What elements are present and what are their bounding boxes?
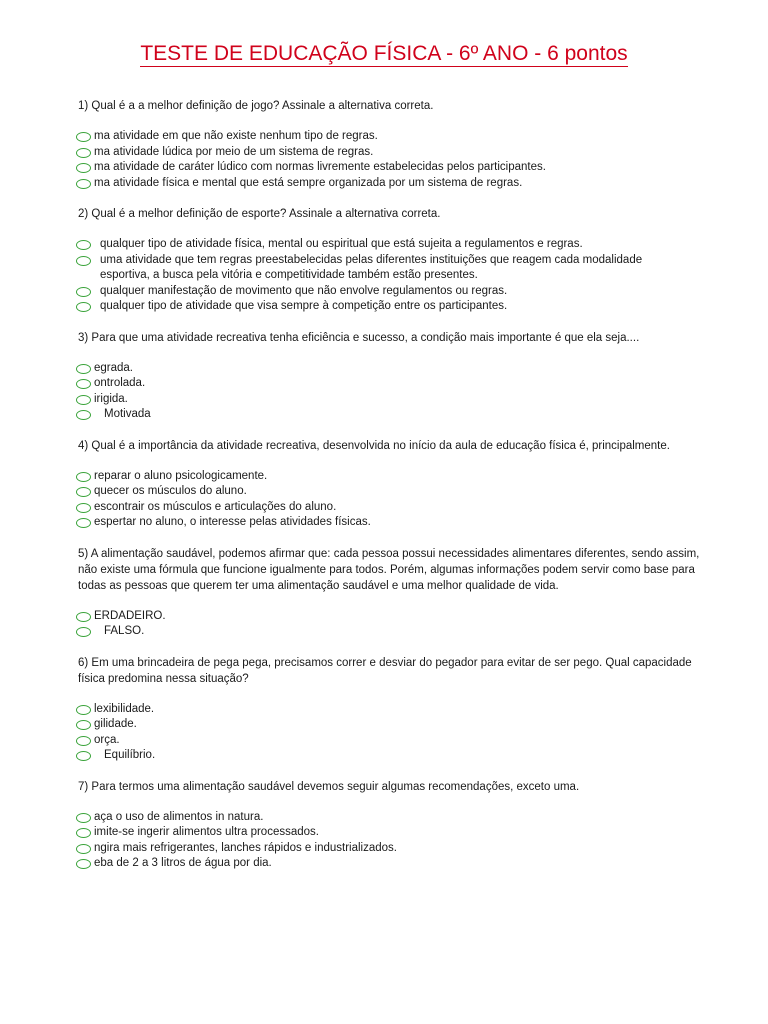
option[interactable]: ontrolada. [78,376,718,392]
radio-circle-icon[interactable] [76,472,91,482]
options [78,237,718,315]
question-2 [78,206,718,315]
option[interactable]: qualquer tipo de atividade que visa sempre à competição entre os participantes. [78,299,718,315]
option[interactable]: qualquer tipo de atividade física, mental ou espiritual que está sujeita a regulamentos e regras. [78,237,718,253]
options [78,702,718,764]
question-4 [78,438,718,531]
radio-circle-icon[interactable] [76,859,91,869]
option[interactable]: ma atividade lúdica por meio de um sistema de regras. [78,145,718,161]
option[interactable]: ma atividade de caráter lúdico com normas livremente estabelecidas pelos participantes. [78,160,718,176]
radio-circle-icon[interactable] [76,148,91,158]
option[interactable]: ERDADEIRO. [78,609,718,625]
options [78,810,718,872]
question-text: 5) A alimentação saudável, podemos afirmar que: cada pessoa possui necessidades alimentares diferentes, sendo assim, não existe uma fórmula que funcione igualmente para todos. Porém, algumas informações podem servir como base para todas as pessoas que querem ter uma alimentação saudável e uma melhor qualidade de vida. [78,547,700,592]
options [78,469,718,531]
radio-circle-icon[interactable] [76,379,91,389]
radio-circle-icon[interactable] [76,518,91,528]
question-5 [78,546,718,640]
option[interactable]: uma atividade que tem regras preestabelecidas pelas diferentes instituições que reagem cada modalidade esportiva, a busca pela vitória e competitividade também estão presentes. [78,253,718,284]
radio-circle-icon[interactable] [76,487,91,497]
option[interactable]: lexibilidade. [78,702,718,718]
question-list [78,98,718,887]
question-3 [78,330,718,423]
option[interactable]: egrada. [78,361,718,377]
radio-circle-icon[interactable] [76,705,91,715]
question-text: 7) Para termos uma alimentação saudável devemos seguir algumas recomendações, exceto uma. [78,780,580,793]
option[interactable]: quecer os músculos do aluno. [78,484,718,500]
question-text: 3) Para que uma atividade recreativa tenha eficiência e sucesso, a condição mais importante é que ela seja.... [78,331,640,344]
option[interactable]: ma atividade em que não existe nenhum tipo de regras. [78,129,718,145]
radio-circle-icon[interactable] [76,302,91,312]
radio-circle-icon[interactable] [76,179,91,189]
radio-circle-icon[interactable] [76,503,91,513]
option[interactable]: reparar o aluno psicologicamente. [78,469,718,485]
options [78,129,718,191]
radio-circle-icon[interactable] [76,410,91,420]
option[interactable]: FALSO. [78,624,718,640]
option[interactable]: Equilíbrio. [78,748,718,764]
radio-circle-icon[interactable] [76,395,91,405]
option[interactable]: orça. [78,733,718,749]
option[interactable]: qualquer manifestação de movimento que não envolve regulamentos ou regras. [78,284,718,300]
option[interactable]: imite-se ingerir alimentos ultra processados. [78,825,718,841]
radio-circle-icon[interactable] [76,287,91,297]
question-6 [78,655,718,764]
radio-circle-icon[interactable] [76,813,91,823]
question-text: 1) Qual é a a melhor definição de jogo? Assinale a alternativa correta. [78,100,434,112]
option[interactable]: aça o uso de alimentos in natura. [78,810,718,826]
radio-circle-icon[interactable] [76,364,91,374]
option[interactable]: espertar no aluno, o interesse pelas atividades físicas. [78,515,718,531]
radio-circle-icon[interactable] [76,240,91,250]
radio-circle-icon[interactable] [76,256,91,266]
radio-circle-icon[interactable] [76,627,91,637]
option[interactable]: gilidade. [78,717,718,733]
radio-circle-icon[interactable] [76,751,91,761]
radio-circle-icon[interactable] [76,612,91,622]
option[interactable]: eba de 2 a 3 litros de água por dia. [78,856,718,872]
question-text: 6) Em uma brincadeira de pega pega, precisamos correr e desviar do pegador para evitar de ser pego. Qual capacidade física predomina nessa situação? [78,656,692,685]
options [78,609,718,640]
radio-circle-icon[interactable] [76,720,91,730]
option[interactable]: ngira mais refrigerantes, lanches rápidos e industrializados. [78,841,718,857]
option-continuation: esportiva, a busca pela vitória e competitividade também estão presentes. [100,269,478,281]
option[interactable]: ma atividade física e mental que está sempre organizada por um sistema de regras. [78,176,718,192]
option[interactable]: escontrair os músculos e articulações do aluno. [78,500,718,516]
radio-circle-icon[interactable] [76,163,91,173]
question-text: 2) Qual é a melhor definição de esporte? Assinale a alternativa correta. [78,208,441,220]
options [78,361,718,423]
page-title: TESTE DE EDUCAÇÃO FÍSICA - 6º ANO - 6 pontos [140,42,628,65]
radio-circle-icon[interactable] [76,828,91,838]
option[interactable]: Motivada [78,407,718,423]
question-text: 4) Qual é a importância da atividade recreativa, desenvolvida no início da aula de educação física é, principalmente. [78,439,670,452]
option[interactable]: irigida. [78,392,718,408]
radio-circle-icon[interactable] [76,844,91,854]
radio-circle-icon[interactable] [76,736,91,746]
radio-circle-icon[interactable] [76,132,91,142]
question-1 [78,98,718,191]
question-7 [78,779,718,872]
